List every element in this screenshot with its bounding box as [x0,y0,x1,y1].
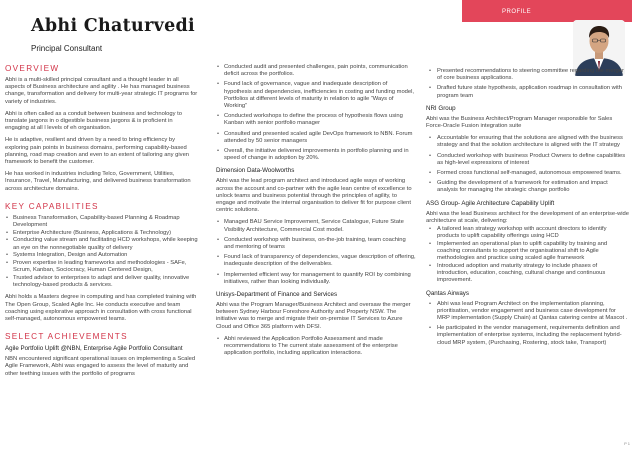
list-item: • Enterprise Architecture (Business, Applications & Technology) [5,230,198,237]
list-item: • Conducted audit and presented challenges, pain points, communication deficit across the portfolios. [216,64,416,78]
woolworths-heading: Dimension Data-Woolworths [216,167,295,175]
nbn-list [216,64,416,162]
overview-paragraph: Abhi is often called as a conduit between business and technology to translate jargons in o digestible business jargons & is proficient in engaging at all l levels of eh organisation. [5,110,182,132]
unisys-list [216,336,416,358]
unisys-text: Abhi was the Program Manager/Business Architect and oversaw the merger between Sydney Harbour Foreshore Authority and Property NSW. The initiative was to merge and migrate their on-premise IT Services to Azure Cloud and Office 365 platform with DFSI. [216,302,411,330]
achievement-text: NBN encountered significant operational issues on implementing a Scaled Agile Framework, Abhi was engaged to assess the level of maturity and other teething issues with the portfolio of programs [5,356,196,377]
asg-text: Abhi was the lead Business architect for the development of an enterprise-wide architecture at scale, delivering: [426,210,630,224]
person-name: Abhi Chaturvedi [31,16,195,36]
list-item: • Accountable for ensuring that the solutions are aligned with the business strategy and that the solution architecture is aligned with the IT strategy [426,135,630,149]
list-item: • Guiding the development of a framework for estimation and impact analysis for managing the strategic change portfolio [426,180,630,194]
list-item: • Managed BAU Service Improvement, Service Catalogue, Future State Visibility Architecture, Commercial Cost model. [216,219,416,233]
qantas-heading: Qantas Airways [426,289,469,297]
list-item: • Abhi was lead Program Architect on the implementation planning, prioritisation, vendor engagement and business case development for MRP implementation (Supply Chain) at Qantas catering centre at Mascot . [426,301,630,323]
page-number: P 1 [624,441,630,446]
middle-column [216,64,416,363]
list-item: • Systems Integration, Design and Automation [5,252,198,259]
list-item: • Presented recommendations to steering committee regarding the merger of core business applications. [426,68,630,82]
list-item: • Implemented efficient way for management to quantify ROI by combining initiatives, rather than looking individually. [216,272,416,286]
list-item: • Consulted and presented scaled agile DevOps framework to NBN. Forum attended by 50 senior managers [216,131,416,145]
unisys-heading: Unisys-Department of Finance and Services [216,291,338,299]
nri-list [426,135,630,194]
list-item: • Conducted workshop with business Product Owners to define capabilities as high-level expressions of interest [426,153,630,167]
list-item: • Formed cross functional self-managed, autonomous empowered teams. [426,170,630,177]
list-item: • A tailored lean strategy workshop with account directors to identify products to uplift capability offerings using HCD [426,226,630,240]
asg-heading: ASG Group- Agile Architecture Capability Uplift [426,199,555,207]
list-item: • Implemented an operational plan to uplift capability by training and coaching consultants to support the organisational shift to Agile methodologies and practice using scaled agile framework [426,241,630,263]
asg-list [426,226,630,285]
nri-heading: NRI Group [426,104,456,112]
right-column [426,68,630,352]
list-item: • Conducted workshops to define the process of hypothesis flows using Kanban with senior portfolio manager [216,113,416,127]
qantas-list [426,301,630,347]
profile-label: PROFILE [502,9,532,15]
list-item: • Drafted future state hypothesis, application roadmap in consultation with program team [426,85,630,99]
list-item: • Business Transformation, Capability-based Planning & Roadmap Development [5,215,198,229]
profile-tag [462,0,632,22]
overview-paragraph: He has worked in industries including Telco, Government, Utilities, Insurance, Travel, Manufacturing, and delivered business transformation across architecture domains. [5,171,191,192]
unisys-continued-list [426,68,630,100]
capabilities-list [5,215,198,290]
list-item: • Trusted advisor to enterprises to adapt and deliver quality, innovative technology-based products & services. [5,275,198,289]
woolworths-text: Abhi was the lead program architect and introduced agile ways of working across the account and co-partner with the agile lean centre of excellence to unlock teams and business potential through the principles of agility, to engage and motivate the internal organisation to deliver fit for purpose client centric solutions. [216,178,412,214]
nri-text: Abhi was the Business Architect/Program Manager responsible for Sales Force-Oracle Fusion integration suite [426,115,613,130]
person-role: Principal Consultant [31,44,103,53]
list-item: • Overall, the initiative delivered improvements in portfolio planning and in speed of change in adoption by 20%. [216,148,416,162]
list-item: • Introduced adoption and maturity strategy to include phases of introduction, education, coaching, cultural change and continuous improvement. [426,263,630,285]
list-item: • Conducting value stream and facilitating HCD workshops, while keeping an eye on the nonnegotiable quality of delivery [5,237,198,251]
capabilities-note: Abhi holds a Masters degree in computing and has completed training with The Open Group, Scaled Agile Inc. He conducts executive and team coaching using explorative approach in consultation with cross functional self-managed, autonomous empowered teams. [5,294,197,322]
list-item: • Conducted workshop with business, on-the-job training, team coaching and mentoring of teams [216,237,416,251]
list-item: • He participated in the vendor management, requirements definition and implementation of enterprise systems, including the replacement hybrid-cloud MRP system, (Purchasing, Rostering, stock take, Transport) [426,325,630,347]
list-item: • Proven expertise in leading frameworks and methodologies - SAFe, Scrum, Kanban, Sociocracy, Human Centered Design, [5,260,198,274]
capabilities-heading: KEY CAPABILITIES [5,201,99,211]
overview-paragraph: He is adaptive, resilient and driven by a need to bring efficiency by exploring pain points in business domains, performing capability-based planning, road map creation and even to an extent of tailoring any given framework to benefit the customer. [5,137,190,166]
achievements-heading: SELECT ACHIEVEMENTS [5,332,128,342]
list-item: • Found lack of governance, vague and inadequate description of hypothesis and dependencies, inefficiencies in costing and funding model, Portfolios at different levels of maturity in relation to agile “Ways of Working” [216,81,416,110]
woolworths-list [216,219,416,286]
left-column [5,64,198,383]
overview-paragraph: Abhi is a multi-skilled principal consultant and a thought leader in all aspects of Business architecture and agility . He has managed business change, transformation and delivery for multi-year strategic IT programs for variety of industries. [5,77,198,105]
list-item: • Abhi reviewed the Application Portfolio Assessment and made recommendations to The current state assessment of the enterprise application portfolio, including application interactions. [216,336,416,358]
overview-heading: OVERVIEW [5,64,60,73]
achievement-subheading: Agile Portfolio Uplift @NBN, Enterprise Agile Portfolio Consultant [5,345,183,353]
list-item: • Found lack of transparency of dependencies, vague description of offering, inadequate description of the deliverables. [216,254,416,268]
